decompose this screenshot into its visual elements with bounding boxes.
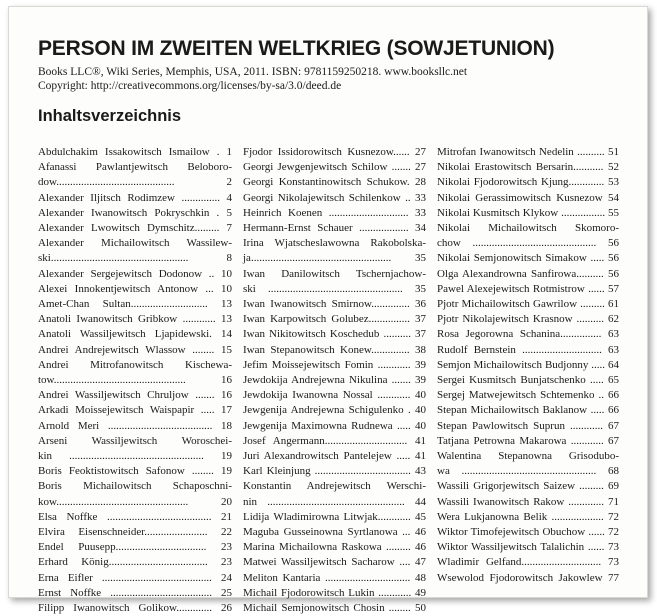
page-title: PERSON IM ZWEITEN WELTKRIEG (SOWJETUNION) <box>38 37 555 60</box>
toc-entry: Marina Michailowna Raskowa ......... 46 <box>243 541 426 554</box>
toc-entry: ja................................................... 35 <box>243 252 426 265</box>
toc-entry: Hermann-Ernst Schauer .................. 34 <box>243 222 426 235</box>
toc-entry: wa ................................................. 68 <box>437 465 619 478</box>
toc-entry: Wiktor Wassiljewitsch Talalichin ...... 73 <box>437 541 619 554</box>
toc-entry: Alexei Innokentjewitsch Antonow ... 10 <box>38 282 232 295</box>
toc-entry: Anatoli Wassiljewitsch Ljapidewski. 14 <box>38 328 232 341</box>
toc-entry: Alexander Iljitsch Rodimzew .............. 4 <box>38 191 232 204</box>
toc-entry: ski.................................................. 8 <box>38 252 232 265</box>
toc-entry: Andrei Wassiljewitsch Chruljow ....... 16 <box>38 389 232 402</box>
toc-entry: Andrei Andrejewitsch Wlassow ........ 15 <box>38 343 232 356</box>
toc-entry: Iwan Danilowitsch Tschernjachow- <box>243 267 426 280</box>
toc-entry: Georgi Konstantinowitsch Schukow. 28 <box>243 176 426 189</box>
toc-entry: Matwei Wassiljewitsch Sacharow .... 47 <box>243 556 426 569</box>
toc-entry: Boris Feoktistowitsch Safonow ........ 19 <box>38 465 232 478</box>
toc-entry: Tatjana Petrowna Makarowa ............ 67 <box>437 434 619 447</box>
toc-column-3 <box>437 145 619 586</box>
toc-entry: Nikolai Erastowitsch Bersarin........... 52 <box>437 161 619 174</box>
toc-entry: Filipp Iwanowitsch Golikow............. 26 <box>38 602 232 615</box>
toc-entry: Arkadi Moissejewitsch Waispapir ..... 17 <box>38 404 232 417</box>
toc-entry: nin .................................................. 44 <box>243 495 426 508</box>
toc-entry: Abdulchakim Issakowitsch Ismailow . 1 <box>38 146 232 158</box>
toc-entry: Arseni Wassiljewitsch Woroschei- <box>38 434 232 447</box>
toc-entry: dow........................................... 2 <box>38 176 232 189</box>
toc-entry: Endel Puusepp................................. 23 <box>38 541 232 554</box>
toc-entry: Juri Alexandrowitsch Pantelejew ..... 41 <box>243 450 426 463</box>
toc-entry: Wladimir Gelfand............................. 73 <box>437 556 619 569</box>
toc-entry: Stepan Michailowitsch Baklanow ..... 66 <box>437 404 619 417</box>
toc-entry: ski ................................................. 35 <box>243 282 426 295</box>
toc-entry: Konstantin Andrejewitsch Werschi- <box>243 480 426 493</box>
toc-entry: Jewgenija Maximowna Rudnewa ..... 40 <box>243 419 426 432</box>
publication-info <box>38 65 467 93</box>
toc-entry: Jewdokija Andrejewna Nikulina ....... 39 <box>243 374 426 387</box>
toc-entry: Stepan Pawlowitsch Suprun ............ 67 <box>437 419 619 432</box>
toc-entry: Josef Angermann.............................. 41 <box>243 434 426 447</box>
toc-entry: Nikolai Fjodorowitsch Kjung............. 53 <box>437 176 619 189</box>
toc-entry: Amet-Chan Sultan............................ 13 <box>38 298 232 311</box>
toc-entry: Wiktor Timofejewitsch Obuchow ...... 72 <box>437 526 619 539</box>
toc-entry: Afanassi Pawlantjewitsch Beloboro- <box>38 161 232 174</box>
toc-entry: tow................................................ 16 <box>38 374 232 387</box>
toc-entry: Lidija Wladimirowna Litwjak............ 45 <box>243 510 426 523</box>
toc-entry: Boris Michailowitsch Schaposchni- <box>38 480 232 493</box>
toc-entry: Ernst Noffke ..................................... 25 <box>38 586 232 599</box>
toc-entry: Elsa Noffke ...................................... 21 <box>38 510 232 523</box>
toc-entry: Semjon Michailowitsch Budjonny ..... 64 <box>437 358 619 371</box>
toc-entry: Wassili Iwanowitsch Rakow ............. 71 <box>437 495 619 508</box>
toc-entry: Nikolai Kusmitsch Klykow ................ 55 <box>437 206 619 219</box>
toc-entry: Andrei Mitrofanowitsch Kischewa- <box>38 358 232 371</box>
book-page <box>8 6 648 615</box>
toc-entry: Pawel Alexejewitsch Rotmistrow ...... 57 <box>437 282 619 295</box>
toc-entry: chow ............................................. 56 <box>437 237 619 250</box>
toc-entry: Iwan Stepanowitsch Konew.............. 38 <box>243 343 426 356</box>
toc-entry: Alexander Sergejewitsch Dodonow .. 10 <box>38 267 232 280</box>
toc-entry: Iwan Nikitowitsch Koschedub .......... 37 <box>243 328 426 341</box>
toc-entry: Alexander Lwowitsch Dymschitz......... 7 <box>38 222 232 235</box>
toc-entry: Sergej Matwejewitsch Schtemenko .. 66 <box>437 389 619 402</box>
toc-entry: Jewdokija Iwanowna Nossal ............ 40 <box>243 389 426 402</box>
toc-entry: Erhard König.................................... 23 <box>38 556 232 569</box>
toc-column-1 <box>38 145 232 616</box>
publisher-line: Books LLC®, Wiki Series, Memphis, USA, 2011. ISBN: 9781159250218. www.booksllc.net <box>38 66 468 78</box>
toc-entry: Mitrofan Iwanowitsch Nedelin .......... 51 <box>437 146 619 158</box>
toc-entry: Alexander Iwanowitsch Pokryschkin . 5 <box>38 206 232 219</box>
toc-entry: Walentina Stepanowna Grisodubo- <box>437 450 619 463</box>
toc-entry: Georgi Nikolajewitsch Schilenkow .. 33 <box>243 191 426 204</box>
toc-entry: Nikolai Michailowitsch Skomoro- <box>437 222 619 235</box>
toc-entry: Meliton Kantaria ............................... 48 <box>243 571 426 584</box>
toc-entry: Maguba Gusseinowna Syrtlanowa ... 46 <box>243 526 426 539</box>
toc-entry: Georgi Jewgenjewitsch Schilow ....... 27 <box>243 161 426 174</box>
toc-entry: Rudolf Bernstein ............................. 63 <box>437 343 619 356</box>
toc-entry: Michail Fjodorowitsch Lukin ............ 49 <box>243 586 426 599</box>
toc-entry: Karl Kleinjung ................................... 43 <box>243 465 426 478</box>
toc-entry: Pjotr Michailowitsch Gawrilow ......... 61 <box>437 298 619 311</box>
toc-heading: Inhaltsverzeichnis <box>38 107 182 125</box>
toc-column-2 <box>243 145 426 616</box>
toc-entry: Heinrich Koenen ............................. 33 <box>243 206 426 219</box>
copyright-line: Copyright: http://creativecommons.org/licenses/by-sa/3.0/deed.de <box>38 80 342 92</box>
toc-entry: kin ................................................. 19 <box>38 450 232 463</box>
toc-entry: Wassili Grigorjewitsch Saizew ......... 69 <box>437 480 619 493</box>
toc-entry: Elvira Eisenschneider....................... 22 <box>38 526 232 539</box>
toc-entry: Olga Alexandrowna Sanfirowa.......... 56 <box>437 267 619 280</box>
toc-entry: Alexander Michailowitsch Wassilew- <box>38 237 232 250</box>
toc-entry: Wera Lukjanowna Belik ................... 72 <box>437 510 619 523</box>
toc-entry: Erna Eifler ........................................ 24 <box>38 571 232 584</box>
toc-entry: Nikolai Gerassimowitsch Kusnezow 54 <box>437 191 619 204</box>
toc-entry: Jefim Moissejewitsch Fomin ............ 39 <box>243 358 426 371</box>
toc-entry: Fjodor Issidorowitsch Kusnezow...... 27 <box>243 146 426 158</box>
toc-entry: Rosa Jegorowna Schanina............... 63 <box>437 328 619 341</box>
toc-entry: kow................................................ 20 <box>38 495 232 508</box>
toc-entry: Iwan Iwanowitsch Smirnow.............. 36 <box>243 298 426 311</box>
toc-entry: Irina Wjatscheslawowna Rakobolska- <box>243 237 426 250</box>
toc-entry: Wsewolod Fjodorowitsch Jakowlew 77 <box>437 571 619 584</box>
toc-entry: Anatoli Iwanowitsch Gribkow ............ 13 <box>38 313 232 326</box>
toc-entry: Iwan Karpowitsch Golubez............... 37 <box>243 313 426 326</box>
toc-entry: Pjotr Nikolajewitsch Krasnow .......... 62 <box>437 313 619 326</box>
toc-entry: Jewgenija Andrejewna Schigulenko . 40 <box>243 404 426 417</box>
toc-entry: Arnold Meri ...................................... 18 <box>38 419 232 432</box>
toc-entry: Nikolai Semjonowitsch Simakow ..... 56 <box>437 252 619 265</box>
toc-entry: Michail Semjonowitsch Chosin ........ 50 <box>243 602 426 615</box>
toc-entry: Sergei Kusmitsch Bunjatschenko ..... 65 <box>437 374 619 387</box>
